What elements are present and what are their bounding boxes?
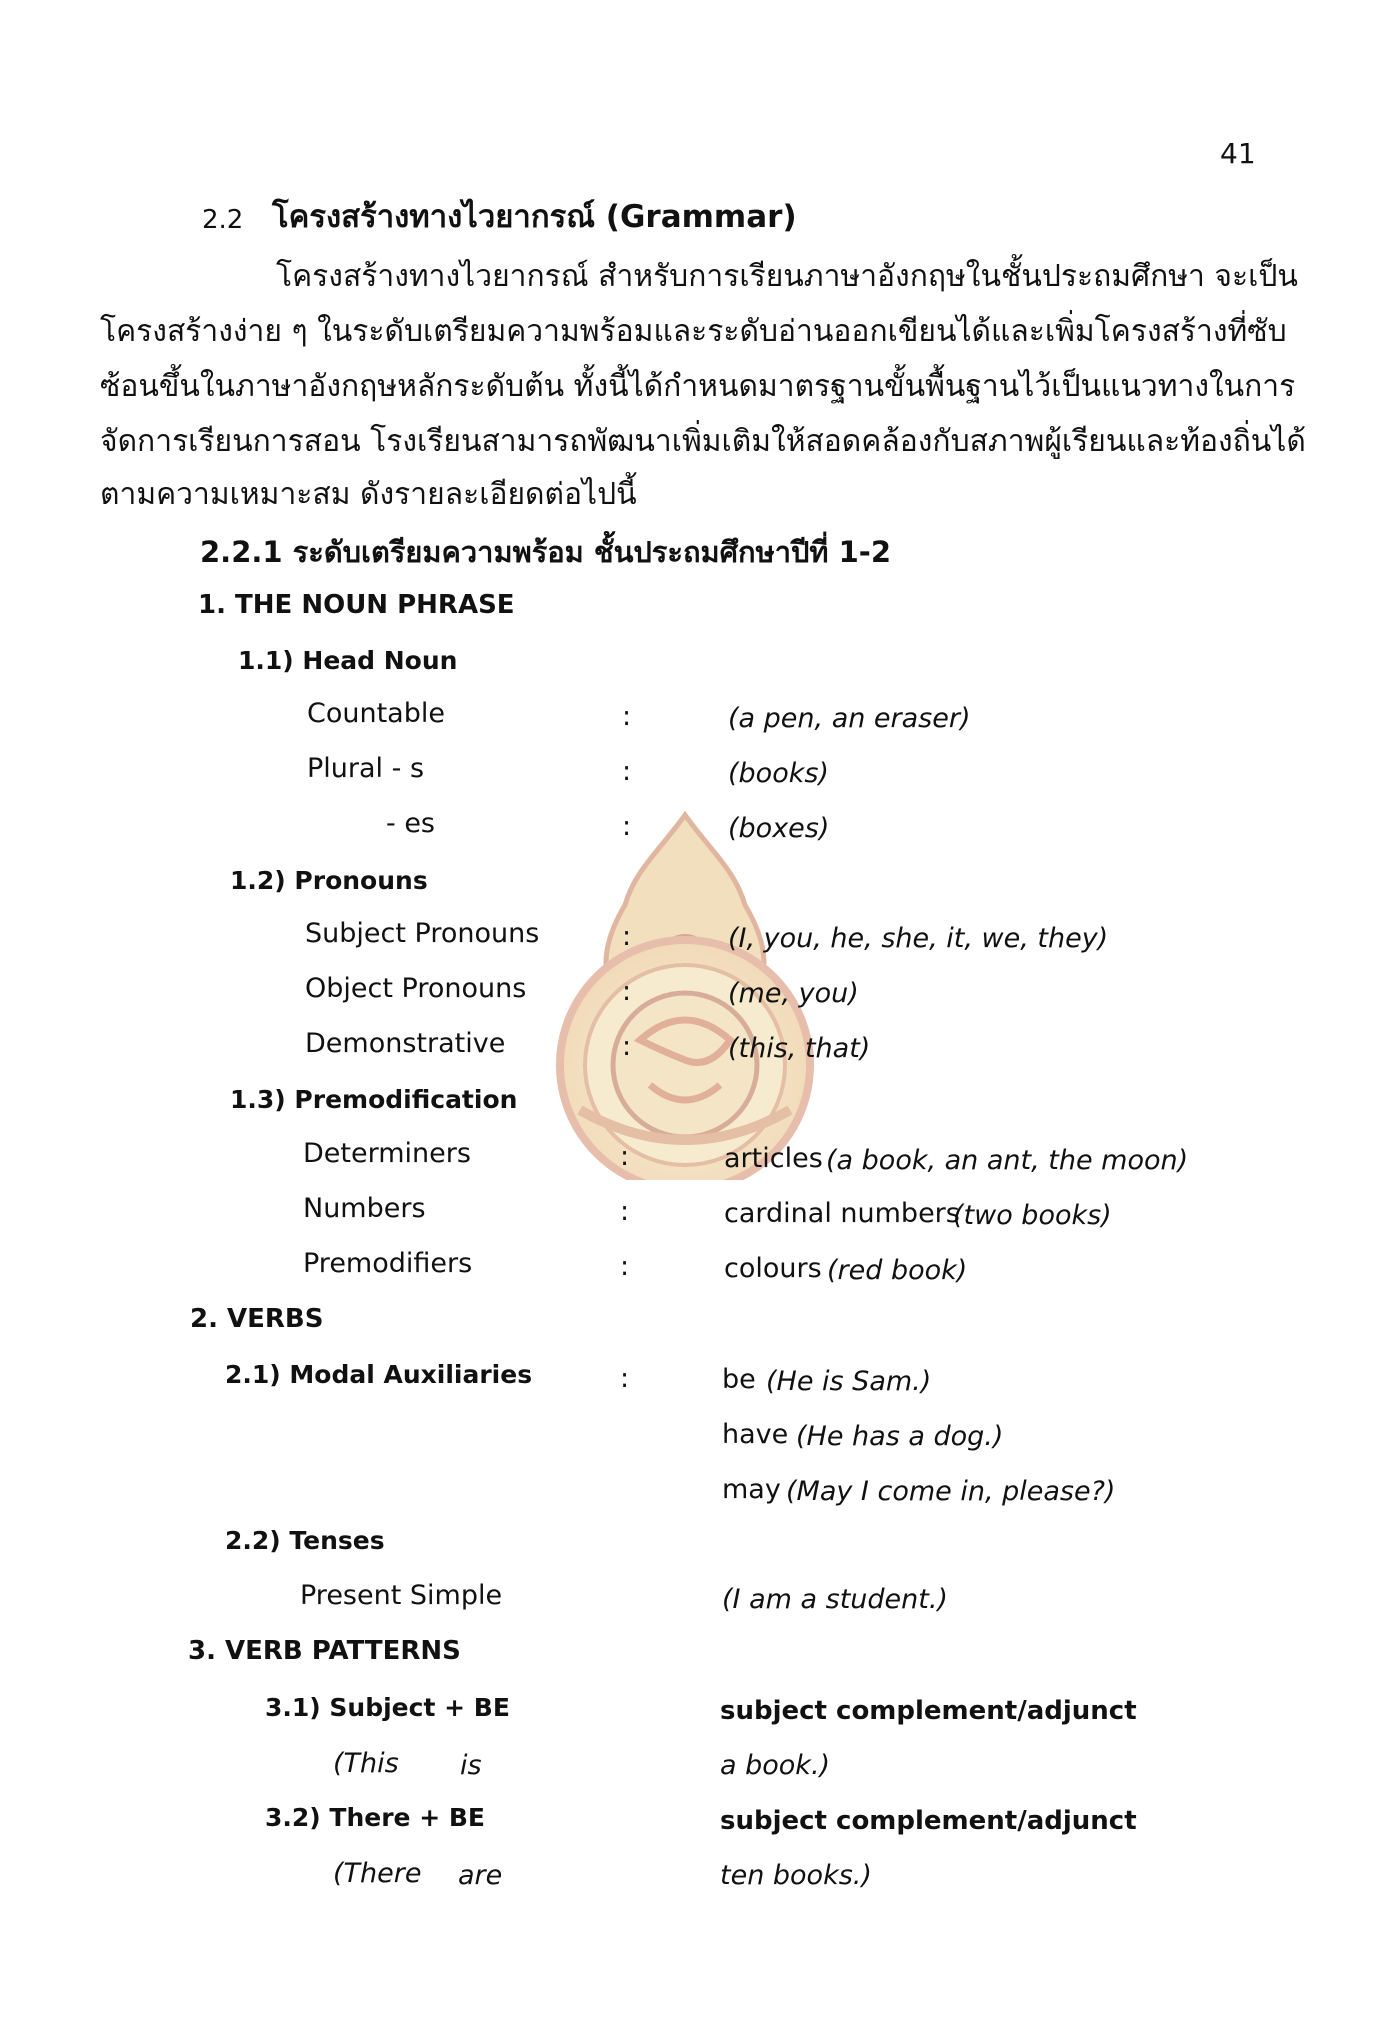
- premodifiers-label: Premodifiers: [303, 1248, 473, 1279]
- determiners-label: Determiners: [303, 1138, 471, 1169]
- demonstrative-label: Demonstrative: [305, 1028, 506, 1059]
- head-noun-heading: 1.1) Head Noun: [238, 646, 458, 675]
- pattern-1-heading: 3.1) Subject + BE: [265, 1693, 510, 1722]
- present-simple-example: (I am a student.): [722, 1584, 948, 1615]
- subsection-heading: 2.2.1 ระดับเตรียมความพร้อม ชั้นประถมศึกษาปีที่ 1-2: [200, 535, 892, 569]
- plural-es-example: (boxes): [728, 813, 830, 844]
- object-pronouns-example: (me, you): [728, 978, 859, 1009]
- paragraph-line-1: โครงสร้างทางไวยากรณ์ สำหรับการเรียนภาษาอังกฤษในชั้นประถมศึกษา จะเป็น: [276, 259, 1298, 294]
- section-number: 2.2: [202, 205, 244, 235]
- object-pronouns-label: Object Pronouns: [305, 973, 527, 1004]
- subject-pronouns-label: Subject Pronouns: [305, 918, 540, 949]
- page-number: 41: [1220, 137, 1256, 170]
- tenses-heading: 2.2) Tenses: [225, 1526, 385, 1555]
- plural-s-example: (books): [728, 758, 829, 789]
- subject-pronouns-colon: :: [622, 921, 632, 952]
- modal-may-plain: may: [722, 1474, 781, 1505]
- demonstrative-example: (this, that): [728, 1033, 871, 1064]
- paragraph-line-5: ตามความเหมาะสม ดังรายละเอียดต่อไปนี้: [100, 477, 637, 512]
- countable-label: Countable: [307, 698, 445, 729]
- pronouns-heading: 1.2) Pronouns: [230, 866, 428, 895]
- modal-be-example: (He is Sam.): [766, 1366, 932, 1397]
- verb-patterns-heading: 3. VERB PATTERNS: [188, 1636, 461, 1666]
- pattern-1-example-b: is: [460, 1750, 482, 1781]
- plural-es-colon: :: [622, 811, 632, 842]
- pattern-2-example-c: ten books.): [720, 1860, 872, 1891]
- paragraph-line-3: ซ้อนขึ้นในภาษาอังกฤษหลักระดับต้น ทั้งนี้ได้กำหนดมาตรฐานขั้นพื้นฐานไว้เป็นแนวทางในการ: [100, 369, 1296, 404]
- plural-s-colon: :: [622, 756, 632, 787]
- premodifiers-colon: :: [620, 1251, 630, 1282]
- determiners-plain: articles: [724, 1143, 823, 1174]
- plural-s-label: Plural - s: [307, 753, 425, 784]
- countable-example: (a pen, an eraser): [728, 703, 971, 734]
- countable-colon: :: [622, 701, 632, 732]
- plural-es-label: - es: [386, 808, 436, 839]
- modal-have-example: (He has a dog.): [796, 1421, 1004, 1452]
- premodifiers-example: (red book): [827, 1255, 968, 1286]
- modal-auxiliaries-heading: 2.1) Modal Auxiliaries: [225, 1360, 533, 1389]
- pattern-2-example-a: (There: [333, 1858, 422, 1889]
- pattern-1-example-a: (This: [333, 1748, 399, 1779]
- modal-have-plain: have: [722, 1419, 789, 1450]
- determiners-colon: :: [620, 1141, 630, 1172]
- section-title: โครงสร้างทางไวยากรณ์ (Grammar): [272, 199, 797, 235]
- numbers-label: Numbers: [303, 1193, 426, 1224]
- modal-may-example: (May I come in, please?): [786, 1476, 1116, 1507]
- subject-pronouns-example: (I, you, he, she, it, we, they): [728, 923, 1109, 954]
- object-pronouns-colon: :: [622, 976, 632, 1007]
- pattern-2-example-b: are: [458, 1860, 503, 1891]
- modal-auxiliaries-colon: :: [620, 1363, 630, 1394]
- numbers-example: (two books): [953, 1200, 1112, 1231]
- premodifiers-plain: colours: [724, 1253, 822, 1284]
- present-simple-label: Present Simple: [300, 1580, 503, 1611]
- noun-phrase-heading: 1. THE NOUN PHRASE: [198, 590, 515, 620]
- pattern-1-example-c: a book.): [720, 1750, 831, 1781]
- numbers-plain: cardinal numbers: [724, 1198, 960, 1229]
- numbers-colon: :: [620, 1196, 630, 1227]
- determiners-example: (a book, an ant, the moon): [826, 1145, 1189, 1176]
- pattern-1-right: subject complement/adjunct: [720, 1696, 1137, 1726]
- pattern-2-heading: 3.2) There + BE: [265, 1803, 485, 1832]
- premodification-heading: 1.3) Premodification: [230, 1085, 518, 1114]
- paragraph-line-4: จัดการเรียนการสอน โรงเรียนสามารถพัฒนาเพิ่มเติมให้สอดคล้องกับสภาพผู้เรียนและท้องถิ่นได้: [100, 424, 1306, 459]
- pattern-2-right: subject complement/adjunct: [720, 1806, 1137, 1836]
- modal-be-plain: be: [722, 1364, 756, 1395]
- demonstrative-colon: :: [622, 1031, 632, 1062]
- paragraph-line-2: โครงสร้างง่าย ๆ ในระดับเตรียมความพร้อมและระดับอ่านออกเขียนได้และเพิ่มโครงสร้างที่ซับ: [100, 314, 1287, 349]
- verbs-heading: 2. VERBS: [190, 1304, 324, 1334]
